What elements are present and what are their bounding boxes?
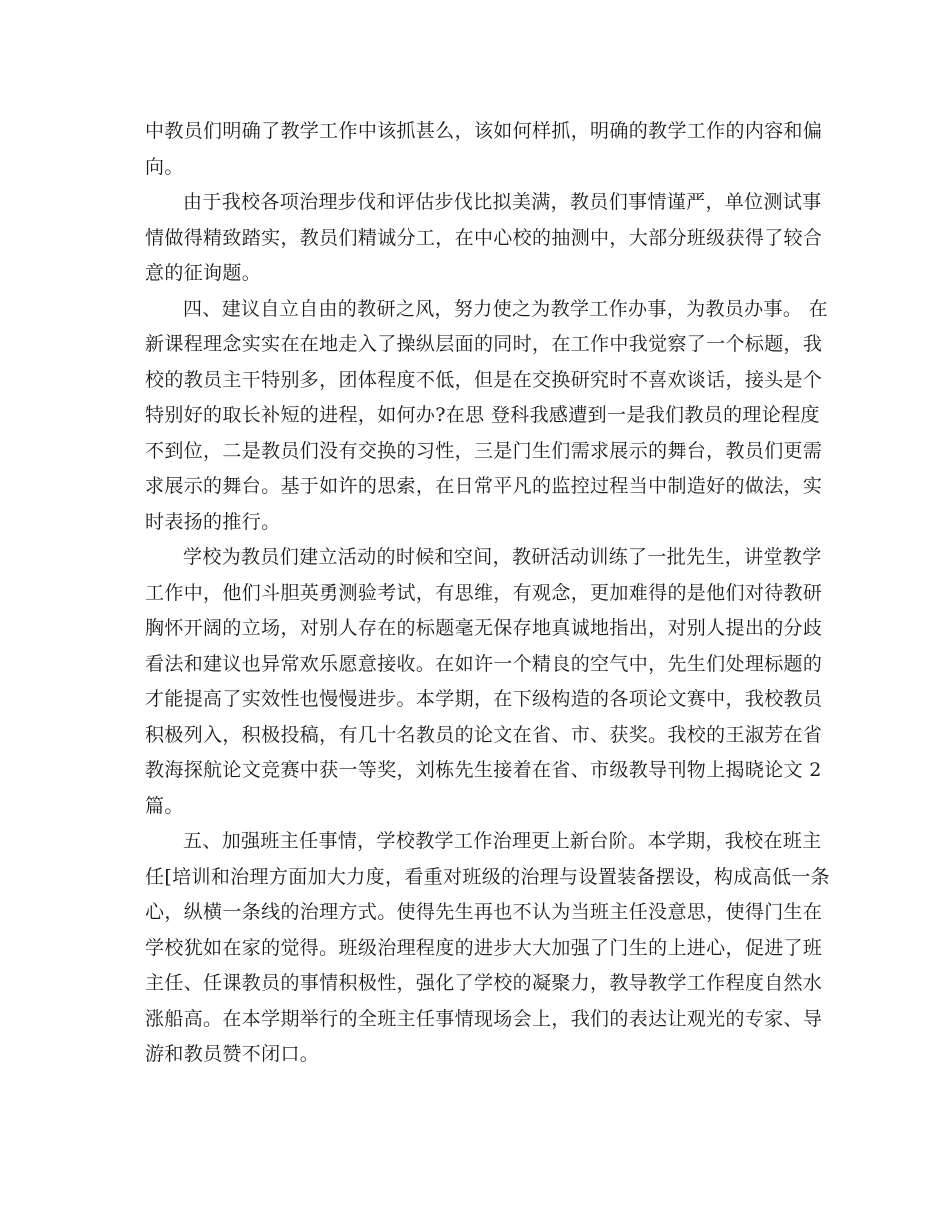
text-line: 教海探航论文竞赛中获一等奖，刘栋先生接着在省、市级教导刊物上揭晓论文 2 [145,759,822,781]
text-line: 胸怀开阔的立场，对别人存在的标题毫无保存地真诚地指出，对别人提出的分歧 [145,617,823,639]
document-body [145,114,831,1073]
text-line: 工作中，他们斗胆英勇测验考试，有思维，有观念，更加难得的是他们对待教研 [145,581,823,604]
text-line: 看法和建议也异常欢乐愿意接收。在如许一个精良的空气中，先生们处理标题的 [145,652,823,675]
text-line: 学校为教员们建立活动的时候和空间，教研活动训练了一批先生，讲堂教学 [183,546,822,568]
text-line: 学校犹如在家的觉得。班级治理程度的进步大大加强了门生的上进心，促进了班 [145,936,823,959]
text-line: 心，纵横一条线的治理方式。使得先生再也不认为当班主任没意思，使得门生在 [145,901,823,923]
paragraph [145,114,823,185]
text-line: 涨船高。在本学期举行的全班主任事情现场会上，我们的表达让观光的专家、导 [145,1007,823,1030]
text-line: 不到位，二是教员们没有交换的习性，三是门生们需求展示的舞台，教员们更需 [145,439,823,462]
text-line: 向。 [145,155,184,178]
text-line: 五、加强班主任事情，学校教学工作治理更上新台阶。本学期，我校在班主 [183,830,822,852]
text-line: 四、建议自立自由的教研之风，努力使之为教学工作办事，为教员办事。 在 [183,297,828,320]
text-line: 积极列入，积极投稿，有几十名教员的论文在省、市、获奖。我校的王淑芳在省 [145,723,823,746]
text-line: 篇。 [145,794,184,817]
text-line: 求展示的舞台。基于如许的思索，在日常平凡的监控过程当中制造好的做法，实 [145,475,823,497]
text-line: 时表扬的推行。 [145,510,281,533]
text-line: 特别好的取长补短的进程，如何办?在思 登科我感遭到一是我们教员的理论程度 [145,404,820,426]
text-line: 中教员们明确了教学工作中该抓甚么，该如何样抓，明确的教学工作的内容和偏 [145,120,823,142]
paragraph [145,824,831,1073]
paragraph [145,540,823,824]
text-line: 校的教员主干特别多，团体程度不低，但是在交换研究时不喜欢谈话，接头是个 [145,368,823,391]
text-line: 任[培训和治理方面加大力度，看重对班级的治理与设置装备摆设，构成高低一条 [145,865,831,888]
text-line: 游和教员赞不闭口。 [145,1043,320,1065]
paragraph [145,185,823,292]
text-line: 新课程理念实实在在地走入了操纵层面的同时，在工作中我觉察了一个标题，我 [145,333,823,355]
text-line: 意的征询题。 [145,262,262,284]
text-line: 由于我校各项治理步伐和评估步伐比拟美满，教员们事情谨严，单位测试事 [183,191,822,213]
text-line: 主任、任课教员的事情积极性，强化了学校的凝聚力，教导教学工作程度自然水 [145,972,823,994]
text-line: 情做得精致踏实，教员们精诚分工，在中心校的抽测中，大部分班级获得了较合 [145,226,823,249]
paragraph [145,292,828,541]
text-line: 才能提高了实效性也慢慢进步。本学期，在下级构造的各项论文赛中，我校教员 [145,688,823,710]
